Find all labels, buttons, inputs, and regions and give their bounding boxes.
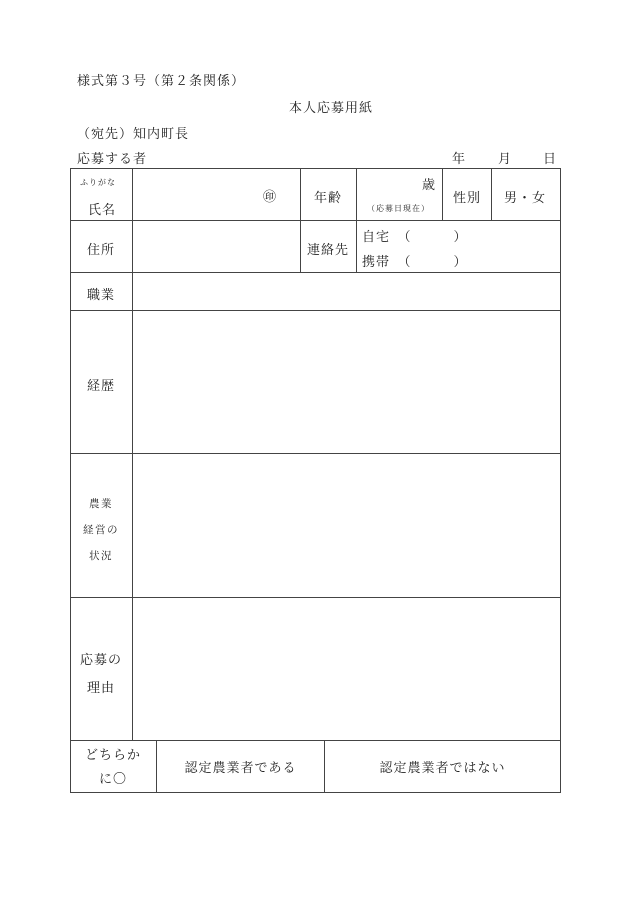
mobile-phone[interactable]: 携帯 （ ） [362, 255, 468, 270]
farm-status-field[interactable] [133, 454, 560, 597]
date-year: 年 [452, 152, 467, 167]
name-label: 氏名 [88, 203, 117, 218]
reason-field[interactable] [133, 598, 560, 740]
sex-options[interactable]: 男・女 [504, 191, 547, 206]
date-month: 月 [498, 152, 513, 167]
career-field[interactable] [133, 311, 560, 453]
career-label: 経歴 [87, 379, 116, 394]
choice-label: どちらか に〇 [84, 748, 141, 787]
age-note: （応募日現在） [367, 204, 430, 213]
farm-status-label: 農業 経営の 状況 [83, 498, 119, 562]
seal-mark: ㊞ [263, 190, 277, 205]
addressee: （宛先）知内町長 [77, 127, 190, 142]
age-unit: 歳 [422, 178, 437, 193]
occupation-label: 職業 [87, 288, 116, 303]
form-number: 様式第３号（第２条関係） [77, 74, 246, 89]
date-day: 日 [543, 152, 558, 167]
contact-label: 連絡先 [307, 243, 350, 258]
reason-label: 応募の 理由 [79, 653, 122, 696]
furigana-label: ふりがな [80, 178, 116, 187]
occupation-field[interactable] [133, 273, 560, 310]
address-label: 住所 [87, 243, 116, 258]
address-field[interactable] [133, 221, 300, 272]
applicant-label: 応募する者 [77, 152, 148, 167]
home-phone[interactable]: 自宅 （ ） [362, 230, 468, 245]
age-label: 年齢 [314, 191, 343, 206]
certified-no-option[interactable]: 認定農業者ではない [379, 761, 506, 776]
page-title: 本人応募用紙 [289, 101, 374, 116]
certified-yes-option[interactable]: 認定農業者である [184, 761, 297, 776]
sex-label: 性別 [453, 191, 482, 206]
